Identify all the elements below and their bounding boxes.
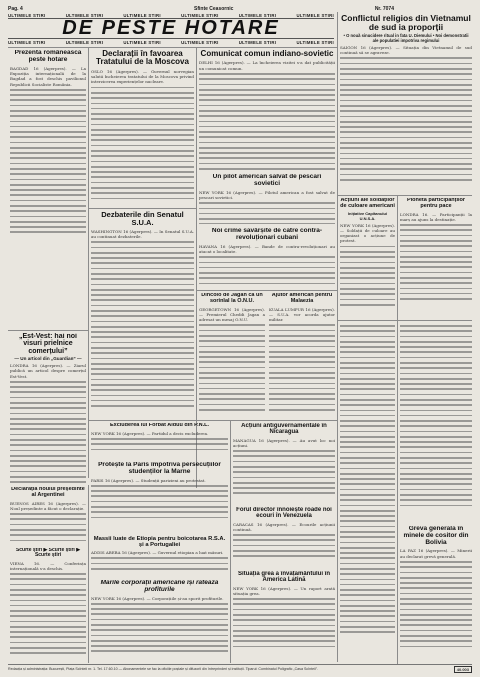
- article-text-lines: [233, 534, 335, 557]
- article-lead: LONDRA 16 (Agerpres). — Ziarul publică un articol despre comerțul Est-Vest.: [10, 363, 86, 379]
- article-text-lines: [10, 381, 86, 483]
- column-text-block: [400, 323, 472, 523]
- masthead-title: DE PESTE HOTARE: [62, 17, 280, 39]
- article-headline: Acțiuni ale soldaților de culoare americani: [340, 198, 395, 209]
- footer-code: 40.003: [454, 666, 472, 673]
- article-ethiopia-boycott: [91, 536, 228, 576]
- column-rule: [88, 485, 89, 663]
- article-headline: Marile corporații americane își ratează profiturile: [100, 580, 219, 593]
- article-paris-protests: [91, 462, 228, 532]
- page-number: Pag. 4: [8, 6, 23, 12]
- article-lead: NEW YORK 16 (Agerpres). — Pilotul american a fost salvat de pescari sovietici.: [199, 189, 335, 200]
- article-headline: Un pilot american salvat de pescari sovietici: [212, 174, 322, 187]
- article-text-lines: [10, 513, 86, 541]
- article-text-lines: [91, 438, 228, 450]
- article-headline: Declarații în favoarea Tratatului de la Moscova: [96, 50, 189, 67]
- article-us-corporations: [91, 580, 228, 662]
- article-latin-america-education: [233, 571, 335, 662]
- article-text-lines: [91, 87, 194, 200]
- article-text-lines: [199, 256, 335, 284]
- article-lead: NEW YORK 16 (Agerpres). — Un raport arată situația grea.: [233, 585, 335, 596]
- article-text-lines: [91, 557, 228, 569]
- article-forbat-exclusion: [91, 423, 228, 459]
- article-romanian-presence: [10, 50, 86, 236]
- article-text-lines: [10, 573, 86, 654]
- article-text-lines: [340, 325, 395, 633]
- section-rule: [338, 320, 472, 321]
- issue-date: Sfinte Ceasornic: [194, 6, 234, 12]
- article-black-soldiers: [340, 198, 395, 318]
- article-lead: NEW YORK 16 (Agerpres). — Soldații de culoare au organizat o acțiune de protest.: [340, 222, 395, 244]
- section-rule: [89, 420, 337, 421]
- article-lead: LA PAZ 16 (Agerpres). — Minerii au declarat grevă generală.: [400, 548, 472, 559]
- article-us-senate: [91, 211, 194, 416]
- article-lead: LONDRA 16. — Participanții la marș au ajuns la destinație.: [400, 211, 472, 222]
- article-venezuela: [233, 507, 335, 567]
- article-lead: PARIS 16 (Agerpres). — Studenții parizieni au protestat.: [91, 477, 206, 483]
- article-headline: Excluderea lui Forbat Alduu din P.N.L.: [109, 423, 209, 428]
- article-lead: BUENOS AIRES 16 (Agerpres). — Noul președinte a făcut o declarație.: [10, 500, 86, 511]
- article-headline: Comunicat comun indiano-sovietic: [200, 50, 334, 58]
- article-text-lines: [199, 73, 335, 170]
- article-text-lines: [199, 324, 265, 410]
- article-headline: Pioneta participanților pentru pace: [406, 198, 466, 209]
- article-subtitle: Inițiative Capitanului U.N.S.A.: [347, 210, 388, 221]
- article-headline: Grevă generală în minele de cositor din Bolivia: [403, 526, 469, 546]
- column-rule: [337, 12, 338, 662]
- article-headline: Protește la Paris împotriva persecuțiilor studenților la Marne: [98, 462, 221, 475]
- section-rule: [8, 47, 337, 48]
- column-rule: [230, 420, 231, 663]
- article-text-lines: [233, 598, 335, 647]
- article-text-lines: [269, 324, 335, 410]
- section-rule: [338, 195, 472, 196]
- article-nicaragua: [233, 423, 335, 503]
- column-rule: [196, 48, 197, 488]
- article-indo-soviet-communique: [199, 50, 335, 170]
- article-headline: Dezbaterile din Senatul S.U.A.: [101, 211, 184, 227]
- column-rule: [397, 195, 398, 665]
- column-text-block: [340, 323, 395, 662]
- article-headline: Noi crime săvârșite de către contra-revoluționari cubani: [211, 228, 323, 241]
- article-bolivia-strike: [400, 526, 472, 662]
- article-text-lines: [91, 603, 228, 652]
- article-short-news: [10, 548, 86, 662]
- masthead: [8, 12, 334, 45]
- footer: [8, 664, 472, 673]
- article-lead: BAGDAD 16 (Agerpres). — La Expoziția internațională de la Bagdad a fost deschis pavilionul Republicii Socialiste România.: [10, 65, 86, 87]
- article-text-lines: [91, 485, 228, 518]
- article-lead: NEW YORK 16 (Agerpres). — Partidul a decis excluderea.: [91, 430, 209, 436]
- article-text-lines: [340, 57, 472, 180]
- article-cuban-crimes: [199, 228, 335, 288]
- article-lead: VIENA 16. — Conferința internațională s-a deschis.: [10, 560, 86, 571]
- article-text-lines: [340, 246, 395, 306]
- article-text-lines: [199, 202, 335, 224]
- article-headline: Forul director înnoiește roade noi ecouri în Venezuela: [236, 507, 332, 520]
- article-text-lines: [233, 450, 335, 494]
- article-headline: Prezenta românească peste hotare: [14, 50, 82, 63]
- article-moscow-treaty: [91, 50, 194, 206]
- article-headline: Declarația noului președinte al Argentinei: [11, 487, 85, 498]
- article-text-lines: [400, 325, 472, 506]
- article-headline: „Est-Vest: hai noi visuri prielnice comerțului”: [19, 333, 77, 355]
- article-text-lines: [400, 561, 472, 647]
- article-text-lines: [400, 224, 472, 300]
- article-lead: SAIGON 16 (Agerpres). — Situația din Vietnamul de sud continuă să se agraveze.: [340, 44, 472, 56]
- article-headline: Ajutor american pentru Malaezia: [271, 293, 333, 304]
- article-text-lines: [10, 89, 86, 236]
- article-headline: Massii luate de Etiopia pentru boicotarea R.S.A. și a Portugaliei: [93, 536, 226, 549]
- article-pilot-rescued: [199, 174, 335, 224]
- section-rule: [8, 330, 88, 331]
- article-lead: KUALA LUMPUR 16 (Agerpres). — S.U.A. vor acorda ajutor militar.: [269, 306, 335, 323]
- article-text-lines: [91, 241, 194, 406]
- issue-number: Nr. 7074: [374, 6, 394, 12]
- section-rule: [196, 290, 337, 291]
- article-lead: ADDIS ABEBA 16 (Agerpres). — Guvernul etiopian a luat măsuri.: [91, 550, 224, 556]
- article-lead: GEORGETOWN 16 (Agerpres). — Premierul Cheddi Jagan a adresat un mesaj O.N.U.: [199, 306, 265, 323]
- article-lead: OSLO 16 (Agerpres). — Guvernul norvegian salută încheierea tratatului de la Moscova privind interzicerea experiențelor nucleare.: [91, 68, 194, 85]
- news-strip-bottom: ULTIMELE STIRI ULTIMELE STIRI ULTIMELE STIRI ULTIMELE STIRI ULTIMELE STIRI ULTIMELE STIRI: [8, 39, 334, 45]
- article-lead: DELHI 16 (Agerpres). — La încheierea vizitei s-a dat publicității un comunicat comun.: [199, 60, 335, 71]
- article-lead: WASHINGTON 16 (Agerpres). — In Senatul S.U.A. au continuat dezbaterile.: [91, 228, 194, 240]
- article-peace-march: [400, 198, 472, 318]
- article-east-west-trade: [10, 333, 86, 483]
- section-rule: [88, 208, 196, 209]
- column-rule: [88, 48, 89, 478]
- article-lead: NEW YORK 16 (Agerpres). — Corporațiile și-au sporit profiturile.: [91, 595, 224, 601]
- article-headline: Conflictul religios din Vietnamul de sud ia proporții: [341, 14, 471, 32]
- article-argentina-president: [10, 487, 86, 545]
- article-headline: Acțiuni antiguvernamentale în Nicaragua: [241, 423, 327, 436]
- article-lead: CARACAS 16 (Agerpres). — Ecourile acțiunii continuă.: [233, 521, 335, 532]
- news-strip-top: ULTIMELE STIRI ULTIMELE STIRI ULTIMELE STIRI ULTIMELE STIRI ULTIMELE STIRI ULTIMELE STIRI: [8, 12, 334, 18]
- article-vietnam-conflict: [340, 14, 472, 194]
- article-lead: MANAGUA 16 (Agerpres). — Au avut loc noi acțiuni.: [233, 437, 335, 448]
- footer-imprint: Redacția și administrația: București, Piața Scînteii nr. 1. Tel. 17.60.10 — Abonamentele se fac la oficiile poștale și difuzorii din întreprinderi și instituții. Tiparul: Combinatul Poligrafic „Casa Scînteii”.: [8, 667, 318, 671]
- article-jagan-un: [199, 293, 265, 418]
- article-subtitle: — Un articol din „Guardian” —: [14, 356, 82, 362]
- article-malaysia-aid: [269, 293, 335, 418]
- article-headline: Situația grea a învățământului în America Latină: [237, 571, 331, 584]
- article-headline: Dincolo de Jagan ca un sorinîal la O.N.U.: [201, 293, 263, 304]
- article-subtitle: • O nouă sinucidere ritual in fata U. Diemului • Noi demonstratii ale populatiei impotriva regimului: [343, 32, 469, 43]
- article-lead: HAVANA 16 (Agerpres). — Bande de contra-revoluționari au atacat o localitate.: [199, 243, 335, 254]
- article-headline: Scurte știri ▶ Scurte știri ▶ Scurte știri: [15, 548, 81, 559]
